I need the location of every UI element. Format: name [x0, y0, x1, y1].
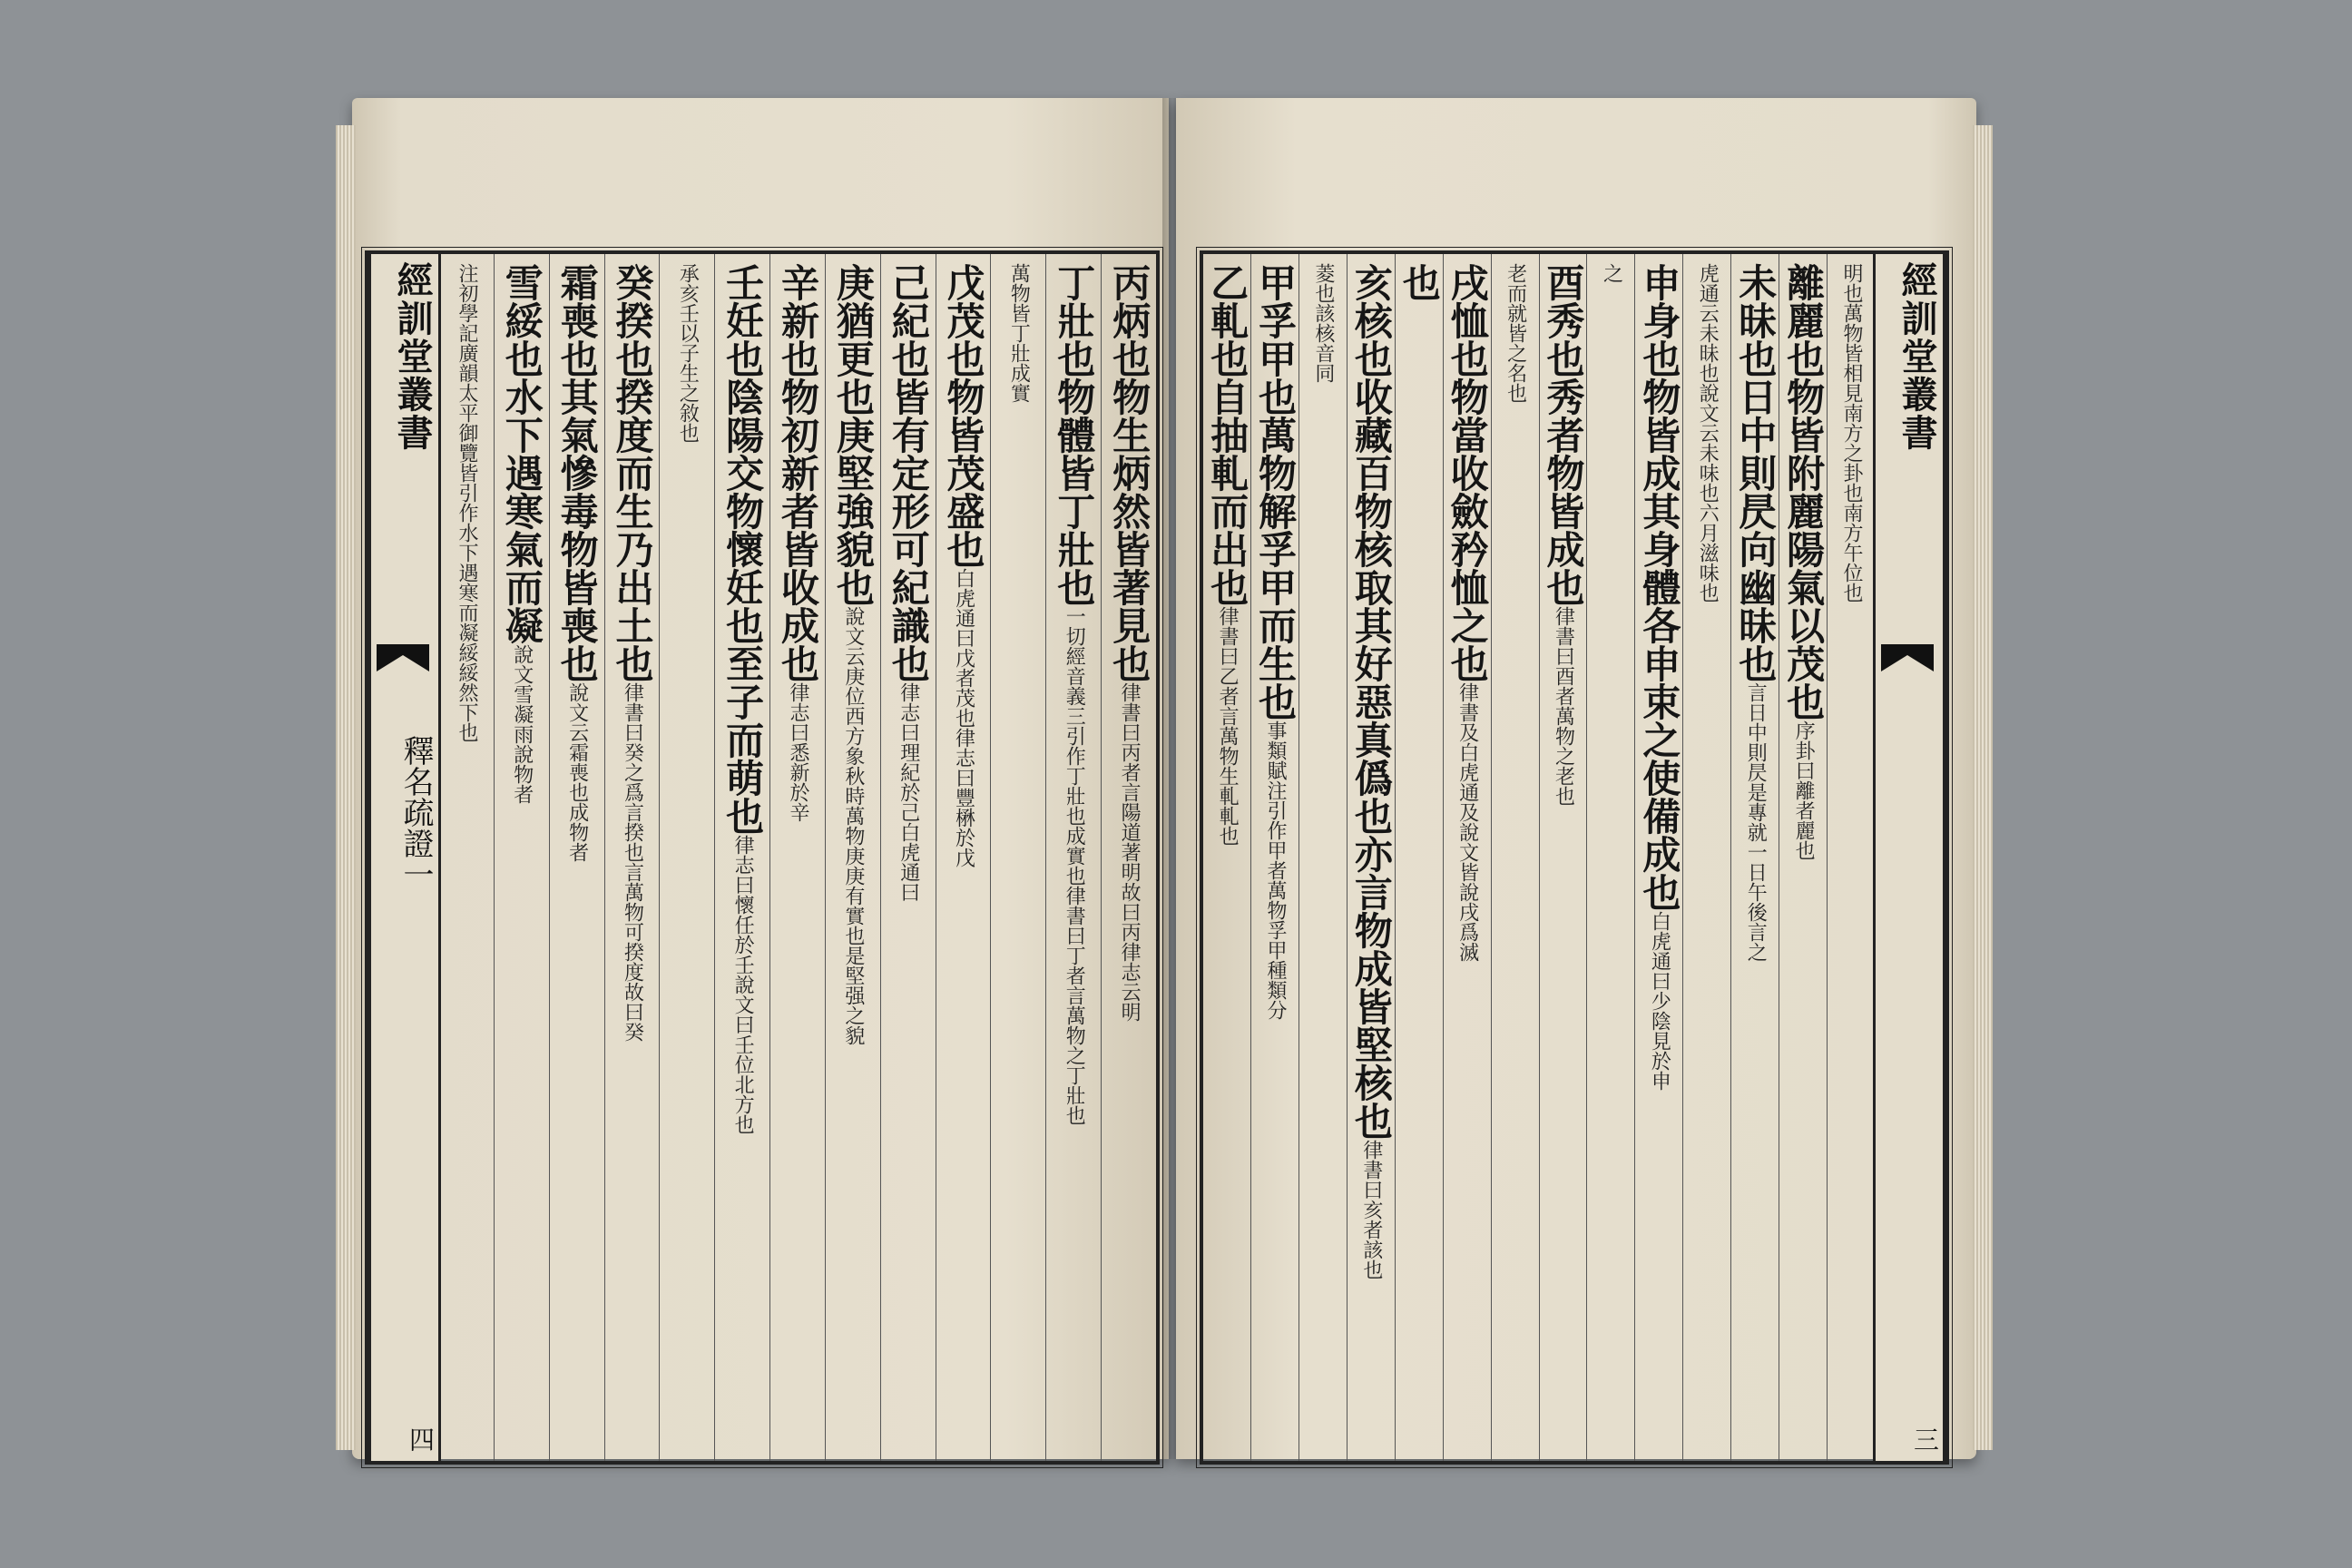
main-text: 離麗也物皆附麗陽氣以茂也 [1781, 263, 1827, 720]
text-column [770, 254, 826, 1461]
text-column [991, 254, 1046, 1461]
text-column [660, 254, 715, 1461]
left-page [352, 98, 1169, 1459]
text-column [881, 254, 936, 1461]
commentary-text: 律書及白虎通及說文皆說戌爲滅 [1455, 682, 1479, 962]
text-column [1492, 254, 1540, 1461]
commentary-text: 律書曰亥者該也 [1359, 1140, 1383, 1279]
page-edges-right [1973, 125, 1993, 1450]
text-column [1299, 254, 1348, 1461]
text-column [1683, 254, 1731, 1461]
text-column [1348, 254, 1396, 1461]
main-text: 己紀也皆有定形可紀識也 [886, 263, 931, 682]
commentary-text: 一切經音義三引作丁壯也成實也律書曰丁者言萬物之丁壯也 [1063, 606, 1086, 1125]
main-text: 戌恤也物當收斂矜恤之也 [1445, 263, 1490, 682]
commentary-text: 律書曰乙者言萬物生軋軋也 [1216, 606, 1240, 846]
text-column [439, 254, 495, 1461]
fish-tail-mark [377, 644, 429, 671]
text-column [826, 254, 881, 1461]
left-text-frame [365, 250, 1160, 1465]
main-text: 庚猶更也庚堅強貌也 [830, 263, 876, 606]
commentary-text: 注初學記廣韻太平御覽皆引作水下遇寒而凝綏綏然下也 [455, 263, 478, 742]
main-text: 戊茂也物皆茂盛也 [941, 263, 986, 568]
commentary-text: 白虎通曰戊者茂也律志曰豐楙於戊 [952, 568, 975, 867]
main-text: 辛新也物初新者皆收成也 [776, 263, 821, 682]
text-column [1587, 254, 1635, 1461]
left-page-number: 四 [406, 1426, 436, 1452]
text-column [495, 254, 550, 1461]
commentary-text: 明也萬物皆相見南方之卦也南方午位也 [1840, 263, 1864, 603]
main-text: 也 [1396, 263, 1442, 301]
text-column [605, 254, 661, 1461]
left-spine-subtitle: 釋名疏證一 [397, 735, 434, 889]
commentary-text: 虎通云未昧也說文云未味也六月滋味也 [1696, 263, 1720, 603]
open-book [352, 98, 1976, 1477]
commentary-text: 萬物皆丁壯成實 [1007, 263, 1031, 403]
commentary-text: 律志曰悉新於辛 [787, 682, 810, 822]
main-text: 申身也物皆成其身體各申束之使備成也 [1637, 263, 1682, 911]
commentary-text: 之 [1600, 263, 1623, 283]
fish-tail-mark [1881, 644, 1934, 671]
left-text-columns [439, 254, 1156, 1461]
right-text-columns [1203, 254, 1875, 1461]
right-page-number: 三 [1910, 1426, 1940, 1452]
commentary-text: 說文云庚位西方象秋時萬物庚庚有實也是堅强之貌 [841, 606, 865, 1045]
commentary-text: 律書曰癸之爲言揆也言萬物可揆度故曰癸 [621, 682, 644, 1042]
left-spine-title: 經訓堂叢書 [391, 261, 434, 452]
main-text: 乙軋也自抽軋而出也 [1205, 263, 1250, 606]
main-text: 未昧也日中則昃向幽昧也 [1733, 263, 1779, 682]
main-text: 壬妊也陰陽交物懷妊也至子而萌也 [720, 263, 766, 835]
commentary-text: 律書曰丙者言陽道著明故曰丙律志云明 [1118, 682, 1142, 1022]
main-text: 亥核也收藏百物核取其好惡真僞也亦言物成皆堅核也 [1348, 263, 1394, 1140]
right-page [1176, 98, 1976, 1459]
text-column [936, 254, 992, 1461]
commentary-text: 老而就皆之名也 [1504, 263, 1527, 403]
commentary-text: 承亥壬以子生之敘也 [676, 263, 700, 443]
main-text: 丁壯也物體皆丁壯也 [1052, 263, 1097, 606]
text-column [1779, 254, 1828, 1461]
text-column [1102, 254, 1156, 1461]
text-column [1635, 254, 1683, 1461]
text-column [1251, 254, 1299, 1461]
text-column [1396, 254, 1444, 1461]
main-text: 雪綏也水下遇寒氣而凝 [499, 263, 544, 644]
main-text: 酉秀也秀者物皆成也 [1541, 263, 1586, 606]
commentary-text: 律志曰懷任於壬說文曰壬位北方也 [731, 835, 755, 1134]
main-text: 甲孚甲也萬物解孚甲而生也 [1252, 263, 1298, 720]
right-spine-column [1873, 254, 1945, 1461]
main-text: 丙炳也物生炳然皆著見也 [1107, 263, 1152, 682]
commentary-text: 說文云霜喪也成物者 [565, 682, 589, 862]
commentary-text: 說文雪凝雨說物者 [510, 644, 534, 804]
text-column [550, 254, 605, 1461]
commentary-text: 律志曰理紀於己白虎通曰 [897, 682, 920, 902]
page-edges-left [336, 125, 356, 1450]
commentary-text: 言日中則昃是專就一日午後言之 [1744, 682, 1768, 962]
commentary-text: 事類賦注引作甲者萬物孚甲種類分 [1263, 720, 1287, 1020]
right-text-frame [1200, 250, 1949, 1465]
text-column [1444, 254, 1492, 1461]
main-text: 霜喪也其氣慘毒物皆喪也 [554, 263, 600, 682]
text-column [1046, 254, 1102, 1461]
right-spine-title: 經訓堂叢書 [1896, 261, 1938, 452]
commentary-text: 序卦曰離者麗也 [1792, 720, 1816, 860]
commentary-text: 菱也該核音同 [1311, 263, 1335, 383]
commentary-text: 律書曰酉者萬物之老也 [1552, 606, 1575, 806]
main-text: 癸揆也揆度而生乃出土也 [610, 263, 655, 682]
text-column [1540, 254, 1588, 1461]
text-column [1828, 254, 1875, 1461]
text-column [1731, 254, 1779, 1461]
commentary-text: 白虎通曰少陰見於申 [1648, 911, 1671, 1091]
text-column [715, 254, 770, 1461]
text-column [1203, 254, 1251, 1461]
left-spine-column [368, 254, 441, 1461]
